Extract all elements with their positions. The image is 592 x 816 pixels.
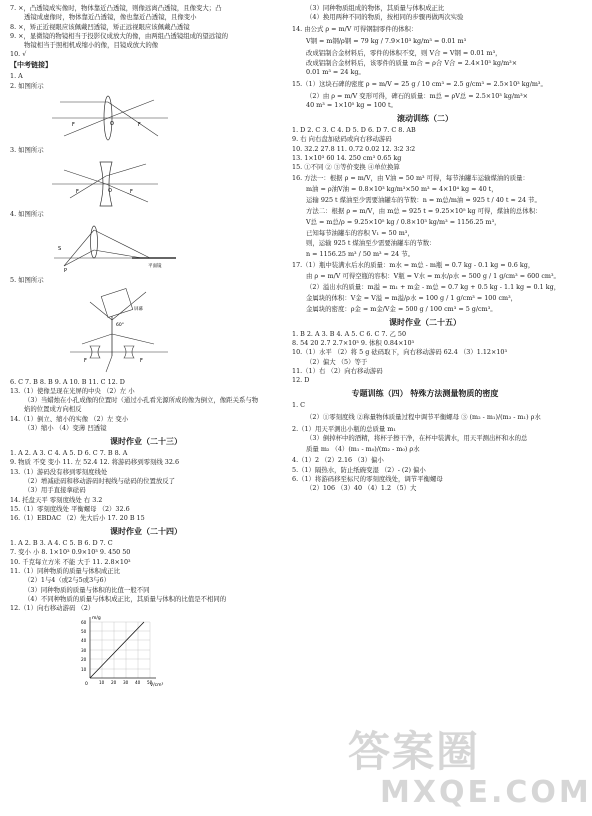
answer-line: 4.（1）2 （2）2.16 （3）偏小 bbox=[292, 456, 384, 465]
answer-line: 10.（1）水平 （2）将 5 g 砝码取下，向右移动游码 62.4 （3）1.12×10³ bbox=[292, 348, 508, 357]
answer-line: 2. 如图所示 bbox=[10, 81, 44, 90]
answer-line: 已知每节油罐车的容积 V₁ = 50 m³， bbox=[306, 229, 414, 238]
answer-line: （2）增减砝码和移动游码时视线与砝码的位置放反了 bbox=[24, 476, 176, 485]
graph-ytick: 40 bbox=[81, 638, 87, 644]
graph-xtick: 10 bbox=[99, 680, 105, 686]
graph-origin: 0 bbox=[85, 682, 88, 688]
answer-line: 8. ×，矫正近视眼应该佩戴凹透镜，矫正远视眼应该佩戴凸透镜 bbox=[10, 22, 190, 31]
answer-line: 11.（1）同种物质的质量与体积成正比 bbox=[10, 566, 121, 575]
answer-line: 透镜成虚像时，物体靠近凸透镜，像也靠近凸透镜，且像变小 bbox=[24, 13, 197, 22]
answer-line: （3）缩小 （4）变薄 凹透镜 bbox=[24, 424, 107, 433]
answer-line: （2）由 ρ = m/V 变形可得，碑石的质量：m总 = ρV总 = 2.5×10³ kg/m³× bbox=[306, 91, 528, 100]
answer-line: （3）倒掉杯中的酒精，将杯子擦干净，在杯中装满水，用天平测出杯和水的总 bbox=[306, 434, 528, 443]
graph-ytick: 60 bbox=[81, 620, 87, 626]
answer-line: 40 m³ = 1×10⁵ kg = 100 t。 bbox=[306, 101, 397, 110]
answer-line: 10. 千克每立方米 不能 大于 11. 2.8×10³ bbox=[10, 557, 131, 566]
mirror-lens-figure bbox=[50, 220, 180, 274]
optical-center-label: O bbox=[110, 120, 114, 127]
graph-xtick: 30 bbox=[123, 680, 129, 686]
answer-line: （3）同种物质组成的物体，其质量与体积成正比 bbox=[306, 4, 445, 12]
formula-line: 金属块的体积：V金 = V溢 = m溢/ρ水 = 100 g / 1 g/cm³ = 100 cm³， bbox=[306, 293, 518, 302]
answer-line: 15.（1）这块石碑的密度 ρ = m/V = 25 g / 10 cm³ = 2.5 g/cm³ = 2.5×10³ kg/m³。 bbox=[292, 79, 547, 88]
answer-line: 7. 变小 小 8. 1×10³ 0.9×10³ 9. 450 50 bbox=[10, 548, 131, 557]
answer-line: 14.（1）倒立、缩小的实像 （2）左 变小 bbox=[10, 414, 129, 423]
answer-line: （4）换用两种不同的物质，按相同的步骤再做两次实验 bbox=[306, 13, 464, 22]
graph-ytick: 30 bbox=[81, 648, 87, 654]
graph-ytick: 10 bbox=[81, 667, 87, 673]
answer-line: 6.（1）将游码移至标尺的零刻度线处，调节平衡螺母 bbox=[292, 475, 443, 484]
graph-xtick: 20 bbox=[111, 680, 117, 686]
answer-line: 16.（1）EBDAC （2）先大后小 17. 20 B 15 bbox=[10, 514, 145, 523]
focus-label: F bbox=[140, 357, 143, 364]
answer-line: 13.（1）游码没有移到零刻度线处 bbox=[10, 467, 108, 476]
right-column bbox=[292, 4, 561, 494]
formula-line: n = 1156.25 m³ / 50 m³ ≈ 24 节。 bbox=[306, 249, 414, 258]
answer-line: 6. C 7. B 8. B 9. A 10. B 11. C 12. D bbox=[10, 377, 125, 386]
section-title-23: 课时作业（二十三） bbox=[110, 436, 182, 447]
answer-line: 12. D bbox=[292, 376, 310, 385]
answer-line: 5. 如图所示 bbox=[10, 275, 44, 284]
answer-line: 9. 物质 不变 变小 11. 左 52.4 12. 将游码移到零刻线 32.6 bbox=[10, 458, 180, 467]
answer-line: 9. ×，显微镜的物镜相当于投影仪成放大的像，由两组凸透镜组成的望远镜的 bbox=[10, 31, 228, 40]
answer-line: 0.01 m³ = 24 kg。 bbox=[306, 67, 365, 76]
formula-line: 金属块的密度：ρ金 = m金/V金 = 500 g / 100 cm³ = 5 g/cm³。 bbox=[306, 304, 497, 313]
answer-line: 7. ×，凸透镜成实像时，物体靠近凸透镜，则像远离凸透镜，且像变大；凸 bbox=[10, 4, 222, 12]
answer-line: 12.（1）向右移动游码 （2） bbox=[10, 604, 95, 613]
graph-xlabel: V/cm³ bbox=[150, 683, 164, 689]
mirror-label: 平面镜 bbox=[148, 263, 162, 269]
left-column bbox=[10, 4, 282, 690]
answer-line: 1. A 2. A 3. C 4. A 5. D 6. C 7. B 8. A bbox=[10, 449, 128, 458]
answer-line: 13. 1×10³ 60 14. 250 cm³ 0.65 kg bbox=[292, 154, 402, 163]
answer-line: 5.（1）隔热水，防止纸碗变湿 （2）- (2) 偏小 bbox=[292, 465, 426, 474]
convex-lens-figure bbox=[50, 92, 170, 144]
answer-line: 14. 托盘天平 零刻度线处 右 3.2 bbox=[10, 495, 103, 504]
answer-line: （3）同种物质的质量与体积的比值一般不同 bbox=[24, 585, 150, 594]
optical-center-label: O bbox=[108, 187, 112, 194]
answer-line: 17.（1）瓶中装满水后水的质量：m水 = m总 - m瓶 = 0.7 kg - 0.1 kg = 0.6 kg， bbox=[292, 260, 535, 269]
source-label: S bbox=[58, 245, 62, 252]
answer-line: 改成铝制合金材料后，该零件的质量 m合 = ρ合 V合 = 2.4×10³ kg/m³× bbox=[306, 58, 518, 67]
answer-line: 15.（1）零刻度线处 平衡螺母 （2）32.6 bbox=[10, 504, 130, 513]
watermark-url: MXQE.COM bbox=[380, 775, 592, 810]
answer-line: （3）用手直接拿砝码 bbox=[24, 486, 86, 495]
formula-line: 运输 925 t 煤油至少需要油罐车的节数：n = m总/m油 = 925 t / 40 t ≈ 24 节。 bbox=[306, 196, 541, 205]
angle-label: 60° bbox=[116, 322, 124, 328]
answer-line: 16. 方法一：根据 ρ = m/V，由 V油 = 50 m³ 可得，每节油罐车运输煤油的质量： bbox=[292, 174, 529, 183]
section-title-special-4: 专题训练（四） 特殊方法测量物质的密度 bbox=[351, 388, 499, 399]
answer-line: 改成铝制合金材料后，零件的体积不变，则 V合 = V钢 = 0.01 m³， bbox=[306, 49, 502, 58]
answer-line: 1. A bbox=[10, 72, 23, 81]
answer-line: 2.（1）用天平测出小瓶的总质量 m₁ bbox=[292, 425, 396, 434]
answer-line: （2）①零刻度线 ②称量物体质量过程中调节平衡螺母 ③ (m₂ - m₁)/(m₃ - m₁) ρ水 bbox=[306, 413, 541, 422]
answer-line: （3）当蜡烛在小孔成像的位置时（通过小孔看光源所成的像为倒立，像距关系与物 bbox=[24, 396, 259, 405]
concave-lens-figure bbox=[50, 156, 160, 208]
graph-xtick: 40 bbox=[135, 680, 141, 686]
answer-line: 质量 m₂ （4）(m₁ - m₀)/(m₂ - m₀) ρ水 bbox=[306, 445, 420, 454]
answer-line: （2）1与4（或2与5或3与6） bbox=[24, 576, 110, 585]
answer-line: （2）溢出水的质量：m溢 = m₁ + m金 - m总 = 0.7 kg + 0.5 kg - 1.1 kg = 0.1 kg， bbox=[306, 282, 561, 291]
answer-line: （2）106 （3）40 （4）1.2 （5）大 bbox=[306, 484, 417, 493]
section-title-24: 课时作业（二十四） bbox=[110, 526, 182, 537]
answer-line: 13.（1）使像呈现在光屏的中央 （2）左 小 bbox=[10, 386, 135, 395]
answer-line: 方法二：根据 ρ = m/V，由 m总 = 925 t = 9.25×10⁵ kg 可得，煤油的总体积： bbox=[306, 207, 542, 216]
focus-label: F bbox=[76, 188, 79, 195]
graph-ytick: 20 bbox=[81, 657, 87, 663]
answer-line: 焰的位置成方向相反 bbox=[24, 405, 82, 414]
screen-label: 屏幕 bbox=[134, 306, 143, 312]
formula-line: m油 = ρ油V油 = 0.8×10³ kg/m³×50 m³ = 4×10⁴ kg = 40 t， bbox=[306, 185, 498, 194]
answer-line: 11.（1）右 （2）向右移动游码 bbox=[292, 366, 383, 375]
section-tag-zhongkao: 【中考链接】 bbox=[10, 60, 52, 70]
answer-line: 物镜相当于照相机成缩小的像，目镜成放大的像 bbox=[24, 41, 159, 50]
focus-label: F bbox=[84, 357, 87, 364]
answer-line: 1. D 2. C 3. C 4. D 5. D 6. D 7. C 8. AB bbox=[292, 126, 416, 135]
answer-line: 14. 由公式 ρ = m/V 可得钢制零件的体积： bbox=[292, 25, 418, 34]
section-title-25: 课时作业（二十五） bbox=[389, 316, 461, 327]
answer-line: 10. 32.2 27.8 11. 0.72 0.02 12. 3∶2 3∶2 bbox=[292, 144, 416, 153]
point-label: P bbox=[64, 267, 68, 274]
answer-line: （2）偏大 （5）等于 bbox=[306, 357, 368, 366]
section-title-rolling-2: 滚动训练（二） bbox=[397, 113, 453, 124]
formula-line: 由 ρ = m/V 可得空瓶的容积：V瓶 = V水 = m水/ρ水 = 500 g / 1 g/cm³ = 600 cm³。 bbox=[306, 271, 560, 280]
answer-line: 4. 如图所示 bbox=[10, 209, 44, 218]
answer-line: 1. B 2. A 3. B 4. A 5. C 6. C 7. 乙 50 bbox=[292, 329, 407, 338]
watermark-logo: 答案圈 bbox=[348, 727, 481, 776]
graph-ytick: 50 bbox=[81, 629, 87, 635]
answer-line: 15. ①不同 ② ③等价变换 ④单位换算 bbox=[292, 163, 400, 172]
answer-line: （4）不同种物质的质量与体积成正比，其质量与体积的比值是不相同的 bbox=[24, 594, 227, 603]
answer-line: 1. A 2. B 3. A 4. C 5. B 6. D 7. C bbox=[10, 539, 113, 548]
answer-line: 10. √ bbox=[10, 50, 27, 59]
answer-line: 9. 右 向右盘加砝码或向右移动游码 bbox=[292, 135, 392, 144]
focus-label: F bbox=[130, 188, 133, 195]
formula-line: V总 = m总/ρ = 9.25×10⁵ kg / 0.8×10³ kg/m³ = 1156.25 m³， bbox=[306, 218, 501, 227]
answer-line: 8. 54 20 2.7 2.7×10³ 9. 体积 0.84×10³ bbox=[292, 338, 415, 347]
graph-ylabel: m/g bbox=[92, 616, 101, 622]
mass-volume-graph bbox=[70, 614, 170, 688]
answer-line: 1. C bbox=[292, 401, 306, 410]
focus-label: F bbox=[72, 121, 75, 128]
projector-figure bbox=[50, 286, 180, 376]
formula-line: V钢 = m钢/ρ钢 = 79 kg / 7.9×10³ kg/m³ = 0.01 m³ bbox=[306, 37, 467, 46]
graph-xtick: 50 bbox=[147, 680, 153, 686]
focus-label: F bbox=[138, 121, 141, 128]
answer-line: 则，运输 925 t 煤油至少需要油罐车的节数： bbox=[306, 238, 436, 247]
answer-line: 3. 如图所示 bbox=[10, 145, 44, 154]
